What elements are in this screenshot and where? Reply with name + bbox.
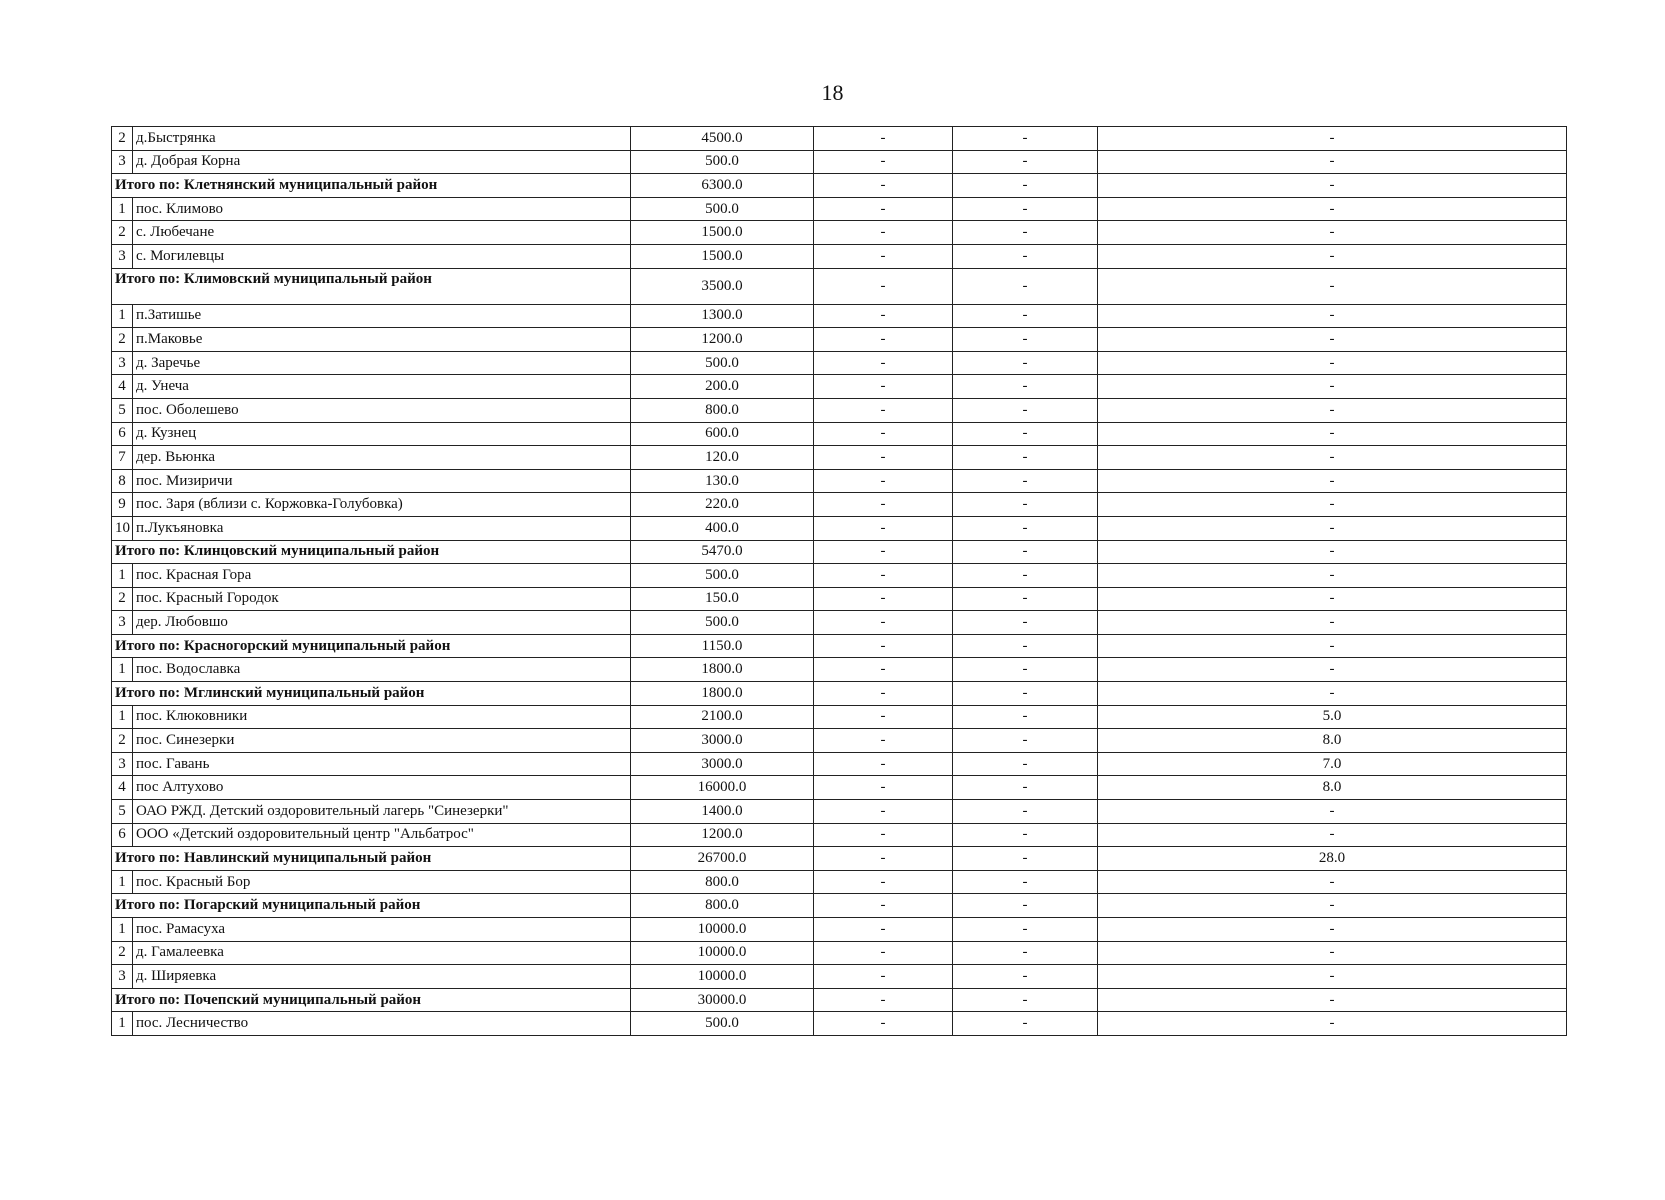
value-col-1: 26700.0 [631,847,814,871]
value-col-2: - [814,823,953,847]
table-row [112,197,1567,221]
value-col-4: - [1098,446,1567,470]
settlements-table [111,126,1567,1036]
row-number: 1 [112,658,133,682]
value-col-1: 16000.0 [631,776,814,800]
value-col-3: - [953,221,1098,245]
value-col-2: - [814,516,953,540]
value-col-2: - [814,894,953,918]
row-number: 1 [112,304,133,328]
settlement-name: ОАО РЖД. Детский оздоровительный лагерь "Синезерки" [133,800,631,824]
value-col-2: - [814,752,953,776]
total-label: Итого по: Мглинский муниципальный район [112,682,631,706]
district-total-row [112,988,1567,1012]
row-number: 3 [112,611,133,635]
value-col-1: 3000.0 [631,752,814,776]
total-label: Итого по: Климовский муниципальный район [112,268,631,304]
row-number: 8 [112,469,133,493]
value-col-2: - [814,729,953,753]
settlement-name: пос. Лесничество [133,1012,631,1036]
value-col-4: 8.0 [1098,776,1567,800]
table-row [112,1012,1567,1036]
value-col-4: - [1098,658,1567,682]
table-row [112,351,1567,375]
value-col-4: - [1098,150,1567,174]
settlement-name: пос. Красная Гора [133,564,631,588]
row-number: 2 [112,221,133,245]
value-col-3: - [953,705,1098,729]
value-col-1: 800.0 [631,894,814,918]
row-number: 5 [112,398,133,422]
value-col-4: - [1098,351,1567,375]
row-number: 6 [112,422,133,446]
settlement-name: пос. Рамасуха [133,918,631,942]
value-col-4: - [1098,918,1567,942]
value-col-1: 500.0 [631,611,814,635]
table-row [112,304,1567,328]
total-label: Итого по: Красногорский муниципальный район [112,634,631,658]
table-row [112,446,1567,470]
row-number: 2 [112,328,133,352]
settlement-name: пос. Заря (вблизи с. Коржовка-Голубовка) [133,493,631,517]
settlement-name: пос. Клюковники [133,705,631,729]
settlement-name: пос. Гавань [133,752,631,776]
value-col-2: - [814,705,953,729]
row-number: 3 [112,752,133,776]
value-col-1: 3500.0 [631,268,814,304]
settlement-name: дер. Любовшо [133,611,631,635]
value-col-2: - [814,398,953,422]
table-row [112,823,1567,847]
value-col-4: 5.0 [1098,705,1567,729]
district-total-row [112,540,1567,564]
table-row [112,564,1567,588]
value-col-1: 1300.0 [631,304,814,328]
settlement-name: д.Быстрянка [133,127,631,151]
value-col-3: - [953,752,1098,776]
value-col-4: - [1098,127,1567,151]
settlement-name: п.Затишье [133,304,631,328]
value-col-1: 2100.0 [631,705,814,729]
settlement-name: д. Гамалеевка [133,941,631,965]
value-col-4: - [1098,304,1567,328]
settlement-name: ООО «Детский оздоровительный центр "Альбатрос" [133,823,631,847]
table-row [112,870,1567,894]
table-row [112,150,1567,174]
value-col-3: - [953,328,1098,352]
value-col-1: 500.0 [631,150,814,174]
value-col-1: 500.0 [631,1012,814,1036]
value-col-2: - [814,174,953,198]
value-col-3: - [953,446,1098,470]
value-col-3: - [953,150,1098,174]
settlement-name: пос Алтухово [133,776,631,800]
value-col-4: - [1098,375,1567,399]
table-row [112,941,1567,965]
district-total-row [112,682,1567,706]
value-col-2: - [814,658,953,682]
value-col-3: - [953,516,1098,540]
page-number: 18 [821,80,844,105]
value-col-4: - [1098,564,1567,588]
row-number: 5 [112,800,133,824]
value-col-3: - [953,847,1098,871]
total-label: Итого по: Почепский муниципальный район [112,988,631,1012]
table-row [112,328,1567,352]
value-col-2: - [814,682,953,706]
value-col-3: - [953,540,1098,564]
value-col-4: - [1098,398,1567,422]
table-row [112,375,1567,399]
value-col-3: - [953,1012,1098,1036]
total-label: Итого по: Клетнянский муниципальный район [112,174,631,198]
row-number: 2 [112,587,133,611]
row-number: 1 [112,705,133,729]
value-col-2: - [814,493,953,517]
value-col-2: - [814,150,953,174]
value-col-3: - [953,658,1098,682]
value-col-2: - [814,800,953,824]
settlement-name: пос. Мизиричи [133,469,631,493]
value-col-4: - [1098,682,1567,706]
value-col-4: - [1098,469,1567,493]
table-row [112,729,1567,753]
table-row [112,800,1567,824]
value-col-3: - [953,800,1098,824]
value-col-1: 10000.0 [631,918,814,942]
row-number: 6 [112,823,133,847]
table-row [112,658,1567,682]
value-col-2: - [814,965,953,989]
value-col-1: 800.0 [631,398,814,422]
value-col-2: - [814,847,953,871]
value-col-3: - [953,988,1098,1012]
value-col-1: 150.0 [631,587,814,611]
value-col-3: - [953,564,1098,588]
value-col-1: 1400.0 [631,800,814,824]
row-number: 1 [112,918,133,942]
table-row [112,422,1567,446]
table-row [112,244,1567,268]
value-col-2: - [814,870,953,894]
value-col-3: - [953,823,1098,847]
value-col-2: - [814,197,953,221]
value-col-3: - [953,776,1098,800]
value-col-2: - [814,304,953,328]
value-col-2: - [814,244,953,268]
settlement-name: с. Любечане [133,221,631,245]
value-col-3: - [953,634,1098,658]
value-col-1: 1200.0 [631,328,814,352]
value-col-1: 200.0 [631,375,814,399]
row-number: 10 [112,516,133,540]
value-col-2: - [814,422,953,446]
value-col-4: - [1098,941,1567,965]
value-col-2: - [814,469,953,493]
table-row [112,493,1567,517]
settlement-name: д. Ширяевка [133,965,631,989]
value-col-3: - [953,729,1098,753]
table-row [112,221,1567,245]
value-col-3: - [953,375,1098,399]
settlement-name: с. Могилевцы [133,244,631,268]
value-col-1: 30000.0 [631,988,814,1012]
value-col-4: - [1098,870,1567,894]
value-col-1: 500.0 [631,564,814,588]
value-col-3: - [953,351,1098,375]
value-col-3: - [953,870,1098,894]
table-row [112,587,1567,611]
total-label: Итого по: Клинцовский муниципальный район [112,540,631,564]
value-col-1: 1800.0 [631,658,814,682]
value-col-2: - [814,351,953,375]
value-col-4: - [1098,800,1567,824]
value-col-2: - [814,634,953,658]
value-col-3: - [953,965,1098,989]
value-col-2: - [814,540,953,564]
value-col-1: 1150.0 [631,634,814,658]
value-col-3: - [953,268,1098,304]
district-total-row [112,894,1567,918]
value-col-1: 1500.0 [631,221,814,245]
row-number: 3 [112,965,133,989]
settlement-name: дер. Вьюнка [133,446,631,470]
value-col-4: - [1098,634,1567,658]
row-number: 2 [112,127,133,151]
value-col-1: 130.0 [631,469,814,493]
row-number: 1 [112,564,133,588]
total-label: Итого по: Навлинский муниципальный район [112,847,631,871]
settlement-name: пос. Оболешево [133,398,631,422]
settlement-name: п.Маковье [133,328,631,352]
value-col-4: - [1098,422,1567,446]
value-col-4: - [1098,197,1567,221]
value-col-1: 600.0 [631,422,814,446]
table-row [112,611,1567,635]
value-col-2: - [814,611,953,635]
value-col-1: 5470.0 [631,540,814,564]
value-col-2: - [814,446,953,470]
value-col-2: - [814,918,953,942]
row-number: 9 [112,493,133,517]
table-row [112,127,1567,151]
district-total-row [112,268,1567,304]
value-col-4: - [1098,493,1567,517]
value-col-4: - [1098,587,1567,611]
value-col-1: 10000.0 [631,941,814,965]
settlement-name: пос. Синезерки [133,729,631,753]
value-col-3: - [953,682,1098,706]
table-row [112,516,1567,540]
value-col-3: - [953,197,1098,221]
value-col-4: - [1098,1012,1567,1036]
settlement-name: д. Добрая Корна [133,150,631,174]
settlement-name: пос. Красный Городок [133,587,631,611]
value-col-1: 500.0 [631,197,814,221]
row-number: 3 [112,351,133,375]
value-col-3: - [953,127,1098,151]
value-col-1: 1800.0 [631,682,814,706]
value-col-1: 800.0 [631,870,814,894]
table-row [112,398,1567,422]
table-row [112,776,1567,800]
district-total-row [112,847,1567,871]
value-col-4: - [1098,174,1567,198]
value-col-3: - [953,174,1098,198]
value-col-4: - [1098,516,1567,540]
value-col-1: 1500.0 [631,244,814,268]
table-body [112,127,1567,1036]
value-col-4: - [1098,328,1567,352]
row-number: 1 [112,197,133,221]
value-col-1: 500.0 [631,351,814,375]
value-col-3: - [953,587,1098,611]
value-col-3: - [953,918,1098,942]
value-col-2: - [814,328,953,352]
value-col-4: - [1098,894,1567,918]
value-col-1: 400.0 [631,516,814,540]
settlement-name: д. Кузнец [133,422,631,446]
district-total-row [112,634,1567,658]
value-col-4: - [1098,268,1567,304]
value-col-2: - [814,988,953,1012]
row-number: 3 [112,150,133,174]
value-col-3: - [953,493,1098,517]
value-col-3: - [953,469,1098,493]
value-col-2: - [814,776,953,800]
row-number: 1 [112,1012,133,1036]
total-label: Итого по: Погарский муниципальный район [112,894,631,918]
table-row [112,752,1567,776]
value-col-4: - [1098,988,1567,1012]
row-number: 2 [112,729,133,753]
value-col-2: - [814,127,953,151]
value-col-4: 28.0 [1098,847,1567,871]
value-col-2: - [814,941,953,965]
table-row [112,965,1567,989]
value-col-4: 7.0 [1098,752,1567,776]
row-number: 1 [112,870,133,894]
settlement-name: п.Лукъяновка [133,516,631,540]
settlement-name: пос. Красный Бор [133,870,631,894]
value-col-2: - [814,268,953,304]
settlement-name: д. Унеча [133,375,631,399]
value-col-1: 6300.0 [631,174,814,198]
value-col-1: 1200.0 [631,823,814,847]
row-number: 3 [112,244,133,268]
table-row [112,705,1567,729]
value-col-3: - [953,941,1098,965]
table-row [112,469,1567,493]
settlement-name: пос. Климово [133,197,631,221]
value-col-3: - [953,894,1098,918]
value-col-3: - [953,611,1098,635]
value-col-2: - [814,375,953,399]
value-col-3: - [953,398,1098,422]
value-col-3: - [953,244,1098,268]
value-col-4: - [1098,965,1567,989]
row-number: 7 [112,446,133,470]
value-col-1: 220.0 [631,493,814,517]
value-col-4: - [1098,823,1567,847]
value-col-2: - [814,221,953,245]
row-number: 4 [112,776,133,800]
value-col-4: - [1098,244,1567,268]
value-col-3: - [953,304,1098,328]
district-total-row [112,174,1567,198]
value-col-4: - [1098,540,1567,564]
value-col-1: 4500.0 [631,127,814,151]
value-col-4: - [1098,221,1567,245]
row-number: 2 [112,941,133,965]
value-col-4: 8.0 [1098,729,1567,753]
value-col-3: - [953,422,1098,446]
settlement-name: д. Заречье [133,351,631,375]
row-number: 4 [112,375,133,399]
value-col-2: - [814,564,953,588]
value-col-1: 120.0 [631,446,814,470]
value-col-1: 10000.0 [631,965,814,989]
value-col-1: 3000.0 [631,729,814,753]
value-col-2: - [814,587,953,611]
table-row [112,918,1567,942]
value-col-2: - [814,1012,953,1036]
settlement-name: пос. Водославка [133,658,631,682]
value-col-4: - [1098,611,1567,635]
